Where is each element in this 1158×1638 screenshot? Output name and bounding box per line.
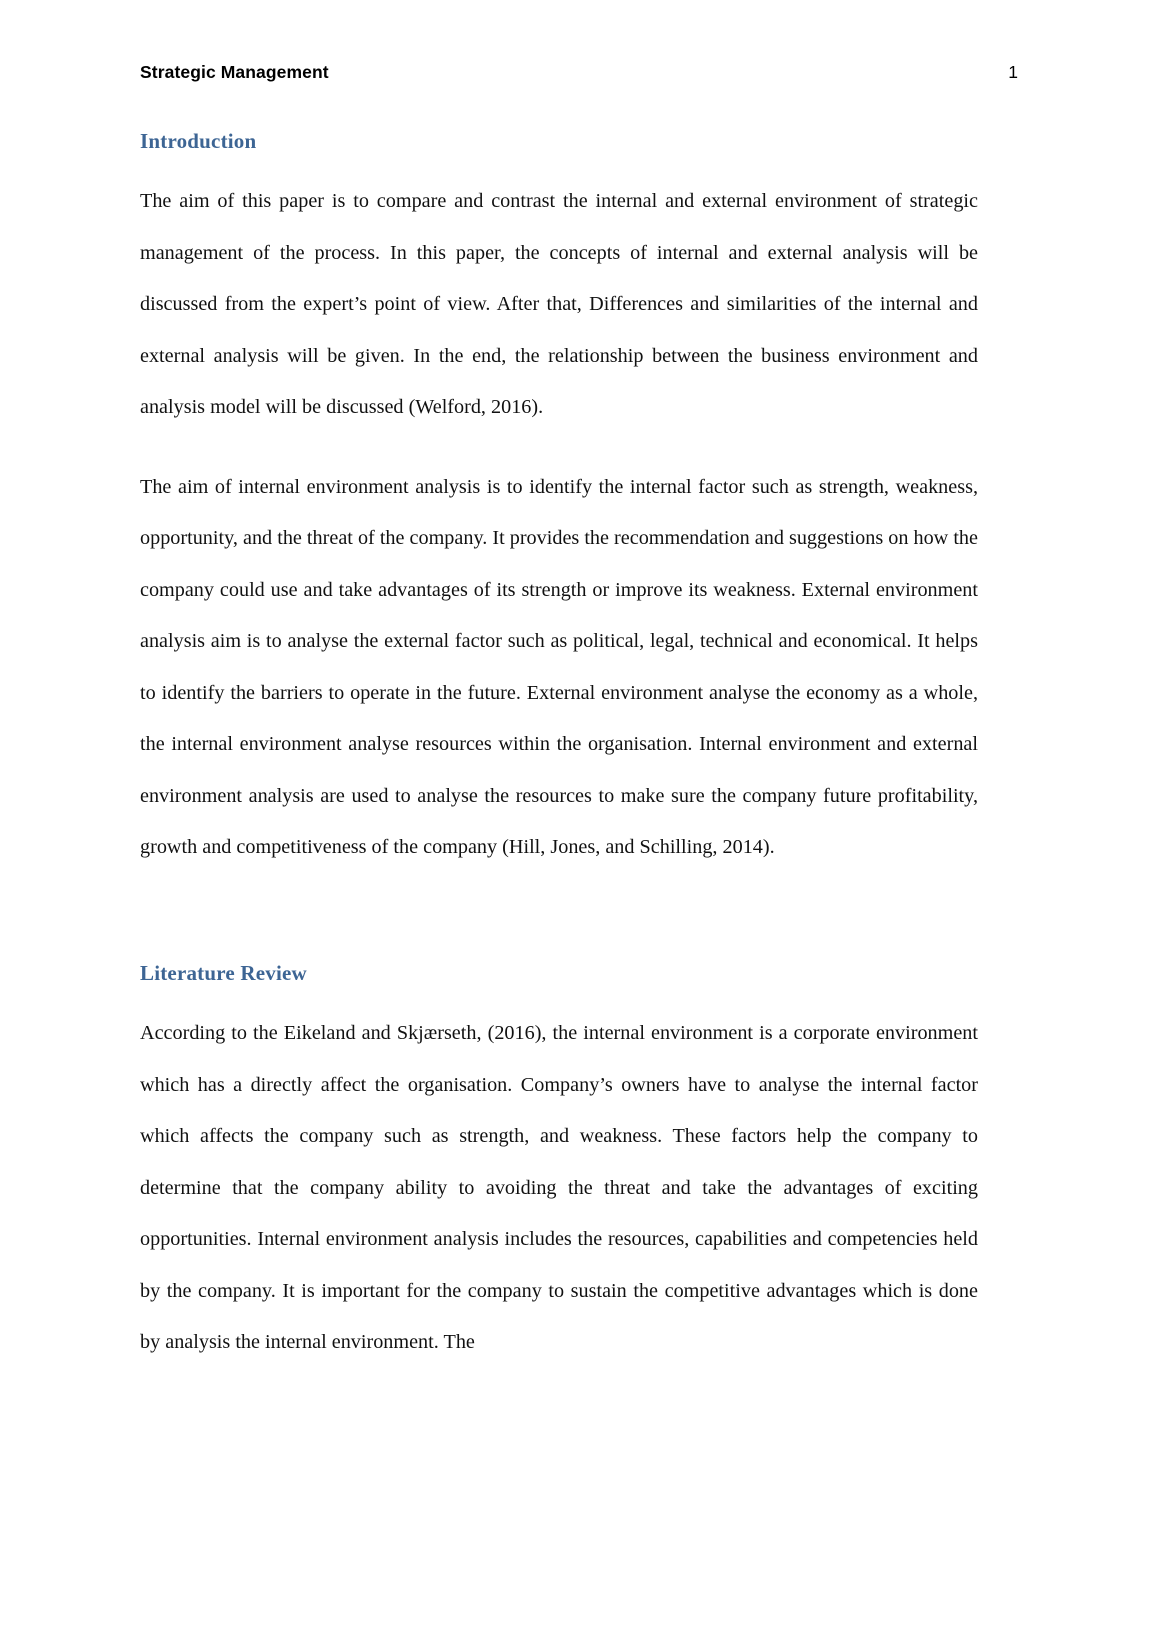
paragraph-introduction-2: The aim of internal environment analysis is to identify the internal factor such as strength, weakness, opportunity, and the threat of the company. It provides the recommendation and suggestions on how the company could use and take advantages of its strength or improve its weakness. External environment analysis aim is to analyse the external factor such as political, legal, technical and economical. It helps to identify the barriers to operate in the future. External environment analyse the economy as a whole, the internal environment analyse resources within the organisation. Internal environment and external environment analysis are used to analyse the resources to make sure the company future profitability, growth and competitiveness of the company (Hill, Jones, and Schilling, 2014). [140, 475, 978, 859]
section-heading-literature-review: Literature Review [140, 960, 307, 985]
document-body [140, 128, 978, 1369]
section-heading-introduction: Introduction [140, 129, 257, 153]
paragraph-introduction-1: The aim of this paper is to compare and contrast the internal and external environment of strategic management of the process. In this paper, the concepts of internal and external analysis will be discussed from the expert’s point of view. After that, Differences and similarities of the internal and external analysis will be given. In the end, the relationship between the business environment and analysis model will be discussed (Welford, 2016). [140, 190, 978, 419]
paragraph-literature-review-1: According to the Eikeland and Skjærseth, (2016), the internal environment is a corporate environment which has a directly affect the organisation. Company’s owners have to analyse the internal factor which affects the company such as strength, and weakness. These factors help the company to determine that the company ability to avoiding the threat and take the advantages of exciting opportunities. Internal environment analysis includes the resources, capabilities and competencies held by the company. It is important for the company to sustain the competitive advantages which is done by analysis the internal environment. The [140, 1022, 978, 1353]
section-spacer [140, 874, 978, 896]
running-header [140, 62, 1018, 90]
header-document-title: Strategic Management [140, 62, 329, 82]
header-page-number: 1 [1008, 62, 1018, 82]
